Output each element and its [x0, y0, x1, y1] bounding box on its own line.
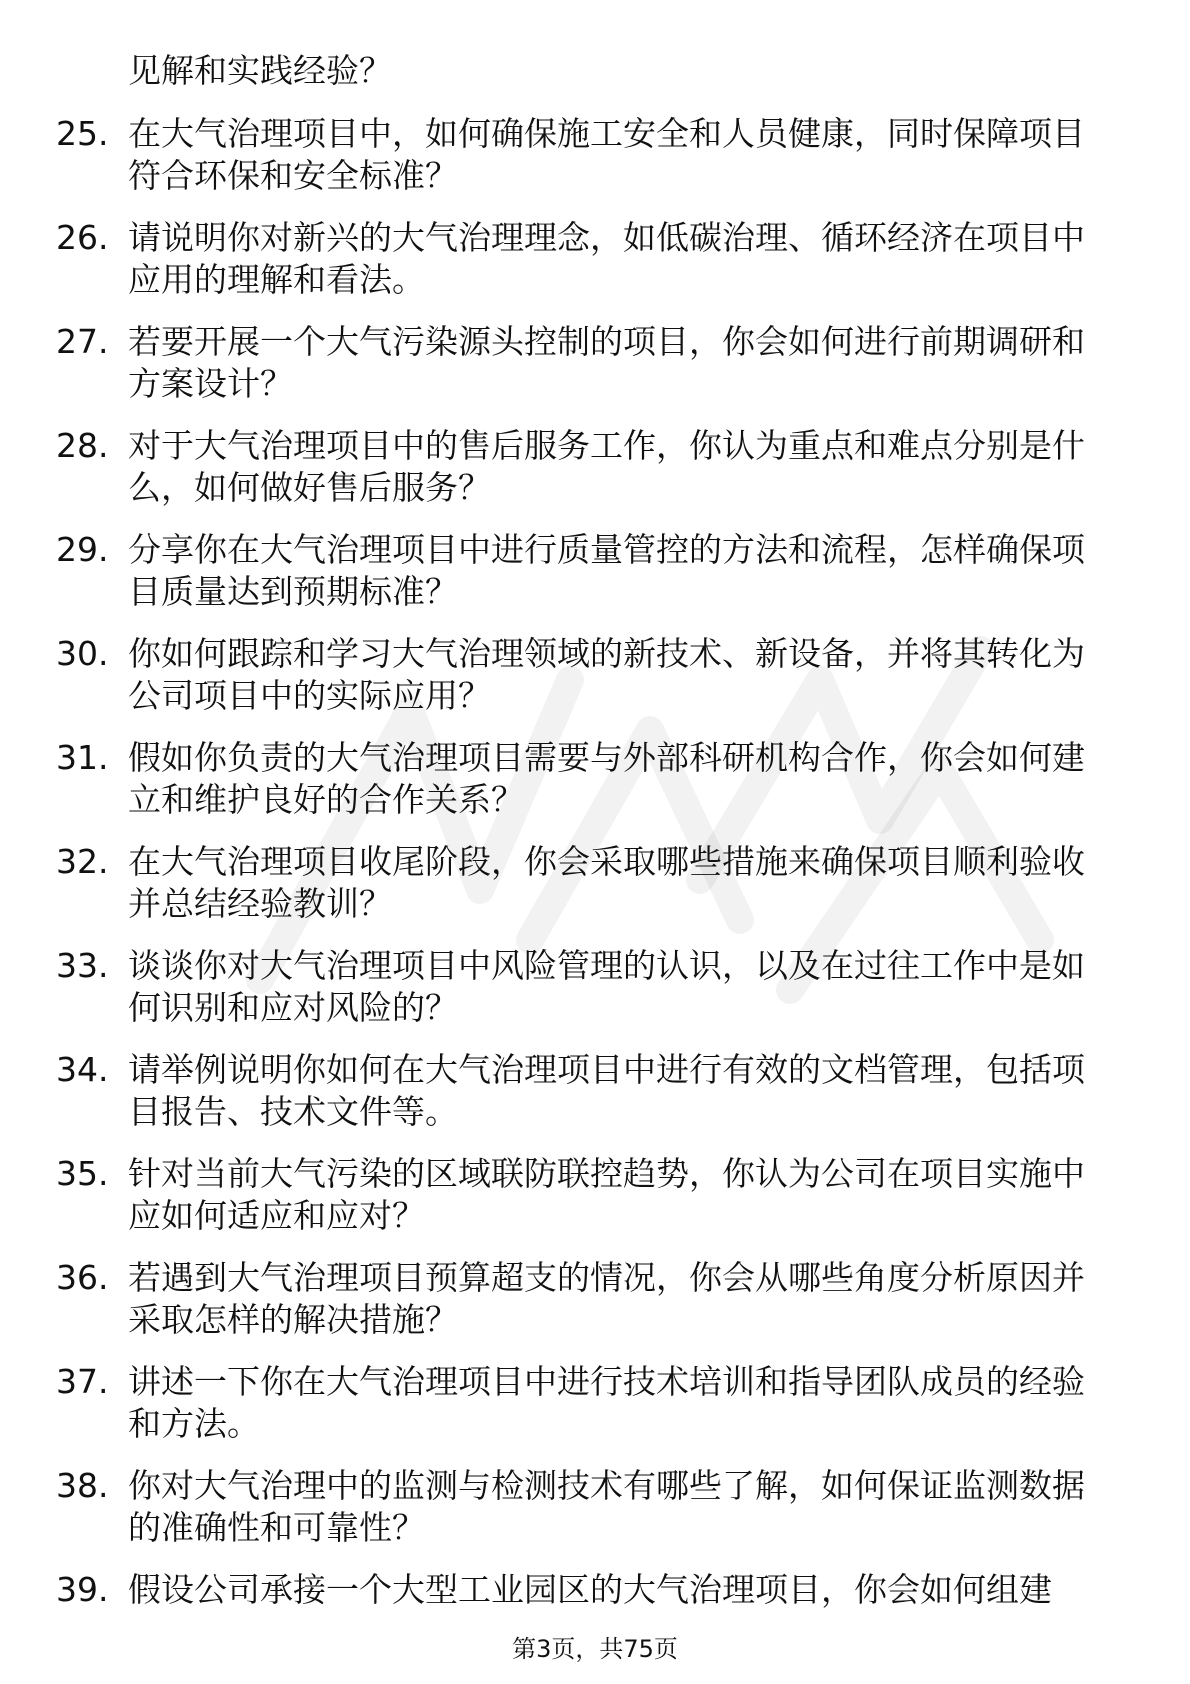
item-text: 分享你在大气治理项目中进行质量管控的方法和流程，怎样确保项目质量达到预期标准？	[128, 530, 1085, 611]
item-text: 谈谈你对大气治理项目中风险管理的认识，以及在过往工作中是如何识别和应对风险的？	[128, 946, 1085, 1027]
item-number: 38.	[56, 1466, 109, 1505]
list-item	[0, 1361, 1190, 1465]
list-item	[0, 1049, 1190, 1153]
list-item	[0, 1465, 1190, 1569]
list-item	[0, 1257, 1190, 1361]
item-text: 你对大气治理中的监测与检测技术有哪些了解，如何保证监测数据的准确性和可靠性？	[128, 1466, 1085, 1547]
item-text: 若遇到大气治理项目预算超支的情况，你会从哪些角度分析原因并采取怎样的解决措施？	[128, 1258, 1085, 1339]
item-number: 39.	[56, 1570, 109, 1609]
item-text: 假设公司承接一个大型工业园区的大气治理项目，你会如何组建	[128, 1570, 1052, 1609]
continuation-text: 见解和实践经验？	[128, 51, 392, 90]
item-number: 28.	[56, 426, 109, 465]
item-number: 35.	[56, 1154, 109, 1193]
item-number: 30.	[56, 634, 109, 673]
item-number: 34.	[56, 1050, 109, 1089]
page-footer: 第3页，共75页	[512, 1635, 678, 1663]
item-text: 对于大气治理项目中的售后服务工作，你认为重点和难点分别是什么，如何做好售后服务？	[128, 426, 1085, 507]
list-item	[0, 321, 1190, 425]
item-number: 26.	[56, 218, 109, 257]
item-number: 32.	[56, 842, 109, 881]
list-item	[0, 1153, 1190, 1257]
item-text: 假如你负责的大气治理项目需要与外部科研机构合作，你会如何建立和维护良好的合作关系？	[128, 738, 1085, 819]
list-item	[0, 945, 1190, 1049]
item-number: 36.	[56, 1258, 109, 1297]
list-item	[0, 737, 1190, 841]
list-item	[0, 113, 1190, 217]
list-item	[0, 425, 1190, 529]
item-number: 37.	[56, 1362, 109, 1401]
item-number: 29.	[56, 530, 109, 569]
list-item	[0, 633, 1190, 737]
item-number: 27.	[56, 322, 109, 361]
question-list	[0, 113, 1190, 1673]
item-text: 针对当前大气污染的区域联防联控趋势，你认为公司在项目实施中应如何适应和应对？	[128, 1154, 1085, 1235]
list-item	[0, 529, 1190, 633]
item-number: 33.	[56, 946, 109, 985]
item-text: 若要开展一个大气污染源头控制的项目，你会如何进行前期调研和方案设计？	[128, 322, 1085, 403]
item-text: 在大气治理项目收尾阶段，你会采取哪些措施来确保项目顺利验收并总结经验教训？	[128, 842, 1085, 923]
item-text: 请举例说明你如何在大气治理项目中进行有效的文档管理，包括项目报告、技术文件等。	[128, 1050, 1085, 1131]
item-number: 31.	[56, 738, 109, 777]
item-text: 你如何跟踪和学习大气治理领域的新技术、新设备，并将其转化为公司项目中的实际应用？	[128, 634, 1085, 715]
item-text: 请说明你对新兴的大气治理理念，如低碳治理、循环经济在项目中应用的理解和看法。	[128, 218, 1085, 299]
item-number: 25.	[56, 114, 109, 153]
list-item	[0, 841, 1190, 945]
item-text: 讲述一下你在大气治理项目中进行技术培训和指导团队成员的经验和方法。	[128, 1362, 1085, 1443]
item-text: 在大气治理项目中，如何确保施工安全和人员健康，同时保障项目符合环保和安全标准？	[128, 114, 1085, 195]
list-item	[0, 217, 1190, 321]
